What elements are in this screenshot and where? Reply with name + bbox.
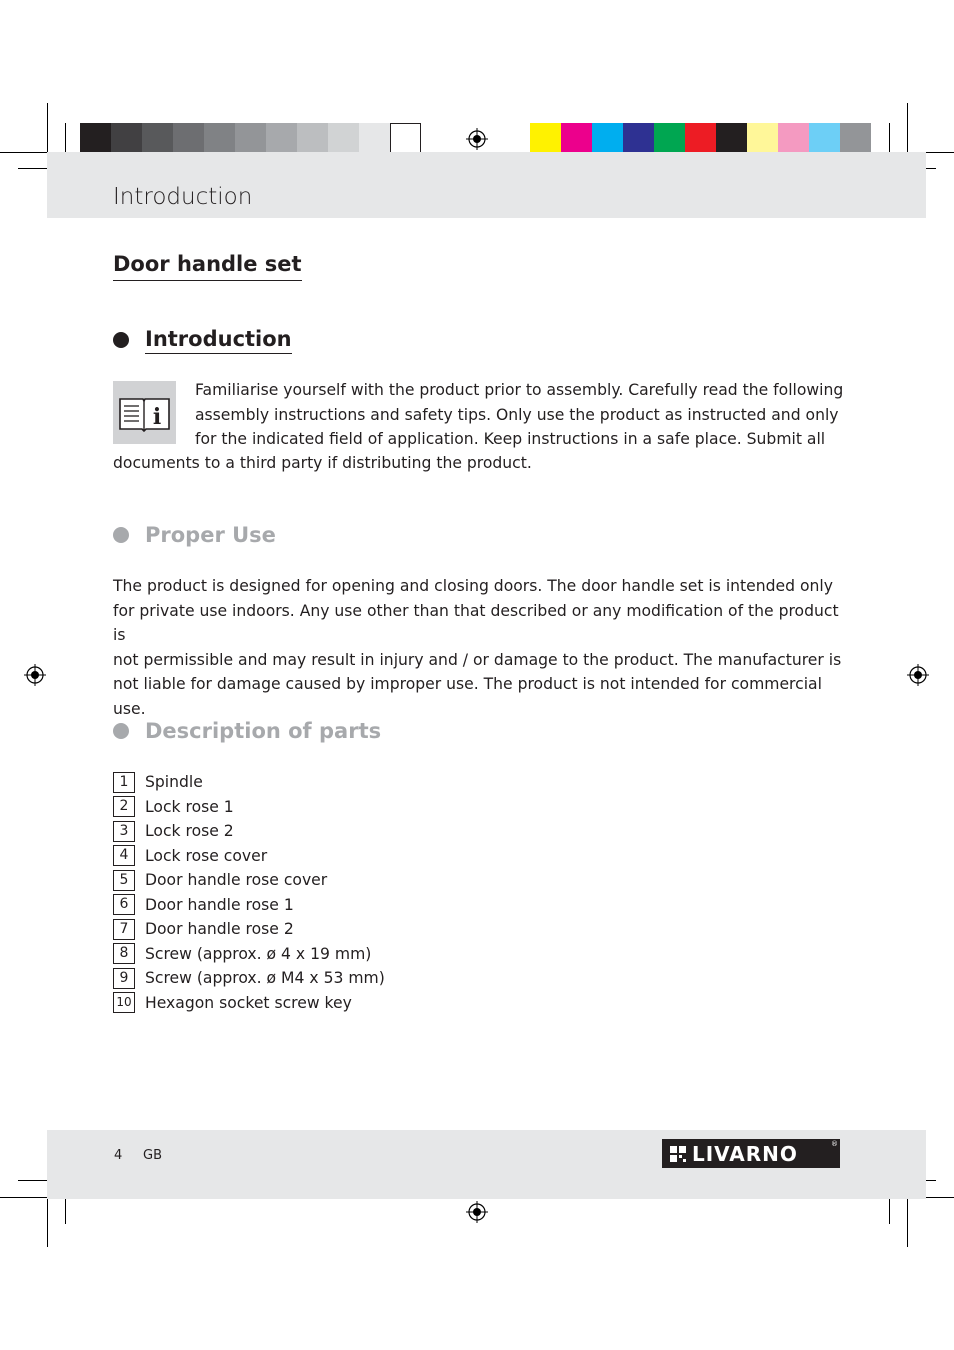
list-item <box>113 770 385 795</box>
part-number: 10 <box>113 992 135 1013</box>
part-number: 9 <box>113 968 135 989</box>
part-number: 8 <box>113 943 135 964</box>
color-swatch <box>359 123 390 153</box>
color-swatch <box>297 123 328 153</box>
text-line: for the indicated field of application. Keep instructions in a safe place. Submit all <box>195 430 826 448</box>
proper-use-text-block <box>113 574 853 721</box>
color-swatch <box>778 123 809 153</box>
registration-mark-icon <box>466 128 488 150</box>
bullet-icon <box>113 527 129 543</box>
color-swatch <box>142 123 173 153</box>
text-line: not permissible and may result in injury and / or damage to the product. The manufacturer is <box>113 650 842 669</box>
section-heading-text: Introduction <box>145 325 292 354</box>
section-heading-text: Description of parts <box>145 719 382 743</box>
section-heading-description-of-parts <box>113 717 381 745</box>
registration-mark-icon <box>24 664 46 686</box>
color-swatch <box>654 123 685 153</box>
text-line: The product is designed for opening and closing doors. The door handle set is intended only <box>113 577 833 595</box>
list-item <box>113 795 385 820</box>
color-swatch <box>390 123 421 153</box>
part-number: 2 <box>113 796 135 817</box>
color-swatch <box>235 123 266 153</box>
part-number: 5 <box>113 870 135 891</box>
introduction-text-last-line: documents to a third party if distributing the product. <box>113 454 532 472</box>
page-header-title: Introduction <box>113 184 253 210</box>
list-item <box>113 917 385 942</box>
color-swatch <box>623 123 654 153</box>
color-swatch <box>111 123 142 153</box>
color-swatch <box>561 123 592 153</box>
document-title: Door handle set <box>113 250 302 281</box>
list-item <box>113 819 385 844</box>
introduction-text-block <box>195 378 845 452</box>
brand-mark-icon <box>670 1146 686 1162</box>
color-swatch <box>747 123 778 153</box>
section-heading-introduction <box>113 325 292 354</box>
bullet-icon <box>113 332 129 348</box>
list-item <box>113 942 385 967</box>
part-label: Door handle rose 2 <box>145 920 294 939</box>
registered-icon: ® <box>831 1140 838 1148</box>
crop-mark <box>47 1197 48 1247</box>
text-line: Familiarise yourself with the product prior to assembly. Carefully read the following <box>195 381 844 399</box>
part-label: Lock rose 1 <box>145 797 234 816</box>
color-swatch <box>592 123 623 153</box>
part-label: Screw (approx. ø M4 x 53 mm) <box>145 969 385 988</box>
text-line: assembly instructions and safety tips. Only use the product as instructed and only <box>195 405 839 424</box>
language-code: GB <box>143 1148 162 1163</box>
part-number: 3 <box>113 821 135 842</box>
bullet-icon <box>113 723 129 739</box>
list-item <box>113 966 385 991</box>
crop-mark <box>47 103 48 153</box>
part-label: Lock rose cover <box>145 846 268 865</box>
color-swatch <box>809 123 840 153</box>
list-item <box>113 844 385 869</box>
color-swatch <box>328 123 359 153</box>
brand-logo <box>662 1139 840 1168</box>
part-label: Lock rose 2 <box>145 822 234 841</box>
crop-mark <box>0 152 50 153</box>
part-number: 1 <box>113 772 135 793</box>
list-item <box>113 868 385 893</box>
section-heading-text: Proper Use <box>145 523 276 547</box>
page-number: 4 <box>114 1148 123 1163</box>
list-item <box>113 893 385 918</box>
crop-mark <box>907 103 908 153</box>
color-swatch <box>204 123 235 153</box>
info-book-icon <box>113 381 176 444</box>
brand-name: LIVARNO <box>692 1141 798 1166</box>
part-label: Door handle rose cover <box>145 871 328 890</box>
text-line: not liable for damage caused by improper use. The product is not intended for commercial use. <box>113 675 822 718</box>
color-swatch <box>685 123 716 153</box>
part-label: Spindle <box>145 773 203 792</box>
color-swatch <box>840 123 871 153</box>
crop-mark <box>907 1197 908 1247</box>
color-swatch <box>80 123 111 153</box>
part-number: 6 <box>113 894 135 915</box>
color-swatch <box>266 123 297 153</box>
text-line: for private use indoors. Any use other than that described or any modification of the product is <box>113 601 839 644</box>
parts-list <box>113 770 385 1015</box>
svg-text:i: i <box>152 404 162 430</box>
color-swatch <box>716 123 747 153</box>
registration-mark-icon <box>466 1201 488 1223</box>
part-label: Door handle rose 1 <box>145 895 294 914</box>
list-item <box>113 991 385 1016</box>
part-label: Hexagon socket screw key <box>145 993 352 1012</box>
color-swatch <box>173 123 204 153</box>
part-number: 7 <box>113 919 135 940</box>
section-heading-proper-use <box>113 521 276 549</box>
registration-mark-icon <box>907 664 929 686</box>
crop-mark <box>0 1197 50 1198</box>
color-swatch <box>530 123 561 153</box>
part-label: Screw (approx. ø 4 x 19 mm) <box>145 944 372 963</box>
part-number: 4 <box>113 845 135 866</box>
